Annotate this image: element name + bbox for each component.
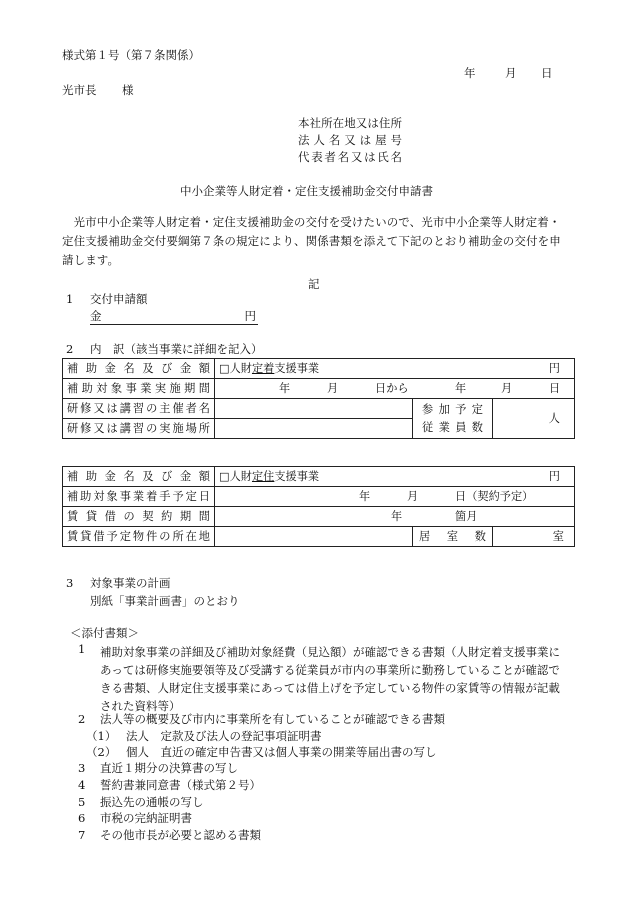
attachment-item: 市税の完納証明書 [100, 811, 192, 825]
period-month: 月 [327, 382, 339, 395]
table2-row-label: 賃貸借の契約期間 [63, 507, 215, 527]
organizer-input[interactable] [215, 399, 413, 419]
attachment-number: 5 [78, 795, 86, 809]
attachment-number: 4 [78, 778, 86, 792]
project-name-pre: 人財 [229, 361, 252, 375]
rooms-label: 居室数 [413, 527, 493, 547]
addressee-name: 光市長 [62, 83, 97, 97]
attachment-number: 3 [78, 761, 86, 775]
participants-label: 参加予定 従業員数 [413, 399, 493, 439]
attachment-item: 補助対象事業の詳細及び補助対象経費（見込額）が確認できる書類（人財定着支援事業にあっては研修実施要領等及び受講する従業員が市内の事業所に勤務していることが確認できる書類、人財定住支援事業にあっては借上げを予定している物件の家賃等の情報が記載された資料等） [100, 645, 560, 713]
attachment-item: その他市長が必要と認める書類 [100, 828, 261, 842]
table1-row-label: 補助対象事業実施期間 [63, 379, 215, 399]
date-month: 月 [505, 66, 517, 80]
table1-project-cell[interactable] [215, 359, 575, 379]
section1-number: 1 [66, 292, 74, 306]
table2-row-label: 賃貸借予定物件の所在地 [63, 527, 215, 547]
amount-suffix: 円 [244, 309, 256, 323]
section3-label: 対象事業の計画 [90, 576, 171, 590]
attachment-number: 6 [78, 811, 86, 825]
checkbox-icon[interactable]: □ [219, 469, 230, 483]
section3-number: 3 [66, 576, 74, 590]
date-year: 年 [464, 66, 476, 80]
table2-row-label: 補助対象事業着手予定日 [63, 487, 215, 507]
project-name-pre: 人財 [229, 469, 252, 483]
applicant-representative-label: 代表者名又は氏名 [298, 150, 402, 164]
date-day: 日 [541, 66, 553, 80]
attachments-heading: ＜添付書類＞ [70, 626, 139, 640]
attachment-subnumber: （2） [86, 745, 117, 759]
rooms-unit: 室 [552, 529, 564, 543]
period-month-to: 月 [501, 382, 513, 395]
project-name-post: 支援事業 [274, 469, 320, 483]
attachment-subitem: 個人 直近の確定申告書又は個人事業の開業等届出書の写し [126, 745, 437, 759]
property-address-input[interactable] [215, 527, 413, 547]
amount-field[interactable] [90, 310, 258, 325]
contract-years: 年 [391, 510, 403, 523]
form-number: 様式第１号（第７条関係） [62, 48, 200, 62]
applicant-address-label: 本社所在地又は住所 [298, 116, 402, 130]
project-name-type: 定住 [251, 469, 275, 483]
section1-label: 交付申請額 [90, 292, 148, 306]
start-year: 年 [359, 490, 371, 503]
contract-period-cell[interactable] [215, 507, 575, 527]
implementation-period-cell[interactable] [215, 379, 575, 399]
document-title: 中小企業等人財定着・定住支援補助金交付申請書 [180, 184, 433, 198]
attachment-subitem: 法人 定款及び法人の登記事項証明書 [126, 729, 322, 743]
attachment-item: 振込先の通帳の写し [100, 795, 204, 809]
participants-unit: 人 [548, 411, 560, 425]
attachment-subnumber: （1） [86, 729, 117, 743]
yen-unit: 円 [548, 470, 560, 483]
section2-number: 2 [66, 342, 74, 356]
attachment-number: 2 [78, 712, 86, 726]
section2-label: 内 訳（該当事業に詳細を記入） [90, 342, 263, 356]
project-name-post: 支援事業 [274, 361, 320, 375]
section3-detail: 別紙「事業計画書」のとおり [90, 594, 240, 608]
period-year-to: 年 [455, 382, 467, 395]
table1-row-label: 補助金名及び金額 [63, 359, 215, 379]
start-date-cell[interactable] [215, 487, 575, 507]
breakdown-table-retention [62, 358, 575, 439]
project-name-type: 定着 [251, 361, 275, 375]
period-day-from: 日から [375, 382, 409, 395]
amount-prefix: 金 [90, 309, 102, 323]
yen-unit: 円 [548, 362, 560, 375]
ki-marker: 記 [308, 277, 320, 291]
participants-input[interactable] [493, 399, 575, 439]
table2-row-label: 補助金名及び金額 [63, 467, 215, 487]
applicant-company-label: 法人名又は屋号 [298, 133, 402, 147]
addressee-honorific: 様 [122, 83, 134, 97]
attachment-item: 直近１期分の決算書の写し [100, 761, 238, 775]
breakdown-table-settlement [62, 466, 575, 547]
table1-row-label: 研修又は講習の主催者名 [63, 399, 215, 419]
contract-months: 箇月 [455, 510, 478, 523]
period-year: 年 [279, 382, 291, 395]
period-day-to: 日 [549, 382, 561, 395]
table2-project-cell[interactable] [215, 467, 575, 487]
start-day: 日（契約予定） [455, 490, 534, 503]
attachment-number: 1 [78, 642, 86, 656]
table1-row-label: 研修又は講習の実施場所 [63, 419, 215, 439]
start-month: 月 [407, 490, 419, 503]
attachment-item: 法人等の概要及び市内に事業所を有していることが確認できる書類 [100, 712, 445, 726]
rooms-input[interactable] [493, 527, 575, 547]
application-statement: 光市中小企業等人財定着・定住支援補助金の交付を受けたいので、光市中小企業等人財定着・定住支援補助金交付要綱第７条の規定により、関係書類を添えて下記のとおり補助金の交付を申請します。 [62, 215, 561, 267]
venue-input[interactable] [215, 419, 413, 439]
attachment-item: 誓約書兼同意書（様式第２号） [100, 778, 261, 792]
attachment-number: 7 [78, 828, 86, 842]
checkbox-icon[interactable]: □ [219, 361, 230, 375]
